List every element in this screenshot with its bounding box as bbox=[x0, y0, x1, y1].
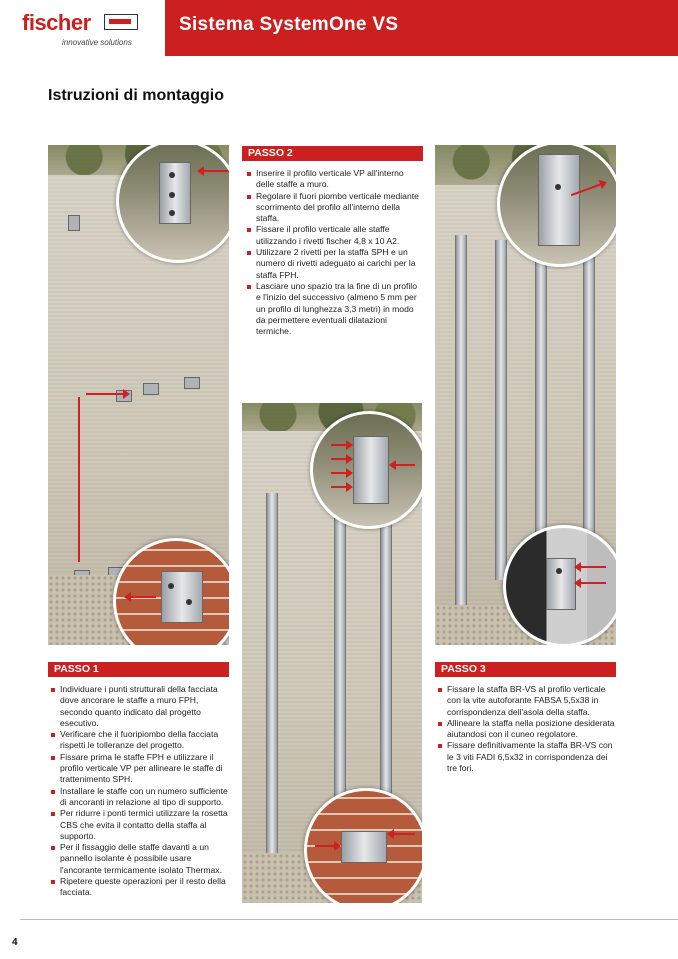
passo3-list bbox=[437, 684, 615, 774]
passo2-list bbox=[246, 168, 422, 337]
list-item: Utilizzare 2 rivetti per la staffa SPH e un numero di rivetti adeguato ai carichi per la staffa FPH. bbox=[246, 247, 422, 281]
list-item: Per ridurre i ponti termici utilizzare la rosetta CBS che evita il contatto della staffa al supporto. bbox=[50, 808, 230, 842]
zoom-detail-fadi-screws bbox=[503, 525, 616, 645]
list-item: Individuare i punti strutturali della facciata dove ancorare le staffe a muro FPH, secondo quanto indicato dal progetto esecutivo. bbox=[50, 684, 230, 729]
list-item: Fissare la staffa BR-VS al profilo verticale con la vite autoforante FABSA 5,5x38 in corrispondenza dell'asola della staffa. bbox=[437, 684, 615, 718]
list-item: Fissare il profilo verticale alle staffe utilizzando i rivetti fischer 4,8 x 10 A2. bbox=[246, 224, 422, 247]
passo3-header: PASSO 3 bbox=[435, 662, 616, 677]
zoom-detail-wedge-regulator bbox=[497, 145, 616, 267]
fischer-logo-icon bbox=[104, 14, 138, 30]
photo-step1-wall-brackets bbox=[48, 145, 229, 645]
list-item: Per il fissaggio delle staffe davanti a un pannello isolante è possibile usare l'ancorante termicamente isolato Thermax. bbox=[50, 842, 230, 876]
list-item: Installare le staffe con un numero sufficiente di ancoranti in relazione al tipo di supporto. bbox=[50, 786, 230, 809]
list-item: Regolare il fuori piombo verticale mediante scorrimento del profilo all'interno della staffa. bbox=[246, 191, 422, 225]
page-number: 4 bbox=[12, 937, 18, 948]
list-item: Allineare la staffa nella posizione desiderata aiutandosi con il cuneo regolatore. bbox=[437, 718, 615, 741]
zoom-detail-rivets bbox=[310, 411, 422, 529]
passo1-list bbox=[50, 684, 230, 899]
header-logo-area bbox=[0, 0, 165, 56]
fischer-logo: fischer bbox=[22, 10, 91, 35]
zoom-detail-sph-bracket bbox=[113, 538, 229, 645]
list-item: Fissare definitivamente la staffa BR-VS con le 3 viti FADI 6,5x32 in corrispondenza dei tre fori. bbox=[437, 740, 615, 774]
list-item: Fissare prima le staffe FPH e utilizzare il profilo verticale VP per allineare le staffe di trattenimento SPH. bbox=[50, 752, 230, 786]
footer-divider bbox=[20, 919, 678, 920]
list-item: Lasciare uno spazio tra la fine di un profilo e l'inizio del successivo (almeno 5 mm per un profilo di lunghezza 3,3 metri) in modo da permettere eventuali dilatazioni termiche. bbox=[246, 281, 422, 337]
photo-step3-br-vs-brackets bbox=[435, 145, 616, 645]
list-item: Verificare che il fuoripiombo della facciata rispetti le tolleranze del progetto. bbox=[50, 729, 230, 752]
page-title: Istruzioni di montaggio bbox=[48, 87, 224, 104]
passo1-header: PASSO 1 bbox=[48, 662, 229, 677]
list-item: Inserire il profilo verticale VP all'interno delle staffe a muro. bbox=[246, 168, 422, 191]
header-title: Sistema SystemOne VS bbox=[179, 14, 399, 35]
list-item: Ripetere queste operazioni per il resto della facciata. bbox=[50, 876, 230, 899]
photo-step2-vertical-profiles bbox=[242, 403, 422, 903]
zoom-detail-profile-joint bbox=[304, 788, 422, 903]
zoom-detail-fph-bracket bbox=[116, 145, 229, 263]
logo-tagline: innovative solutions bbox=[62, 38, 132, 47]
passo2-header: PASSO 2 bbox=[242, 146, 423, 161]
